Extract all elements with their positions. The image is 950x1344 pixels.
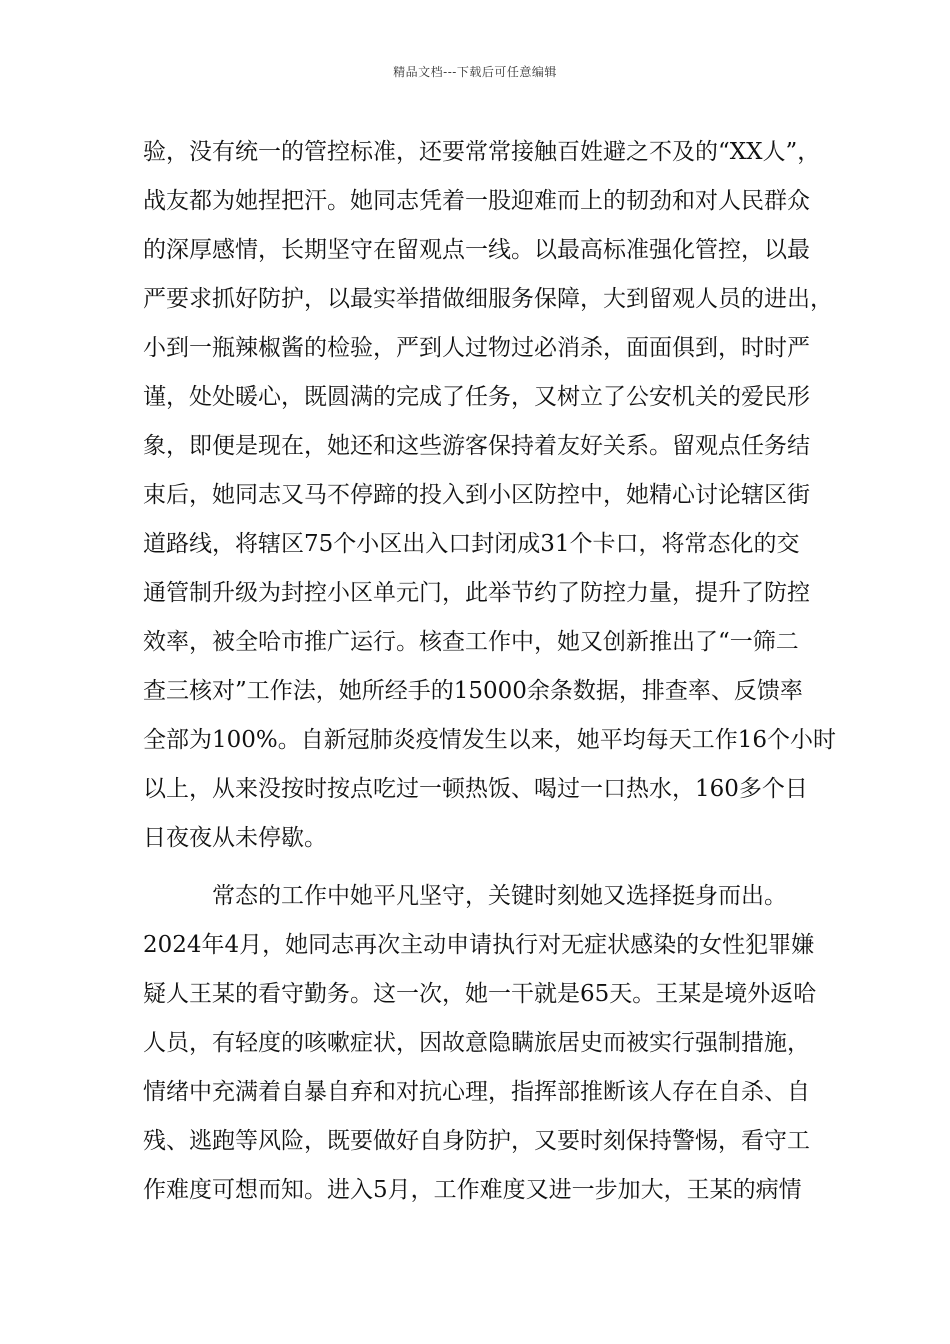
text-line: 验，没有统一的管控标准，还要常常接触百姓避之不及的“XX人”， bbox=[143, 139, 821, 165]
text-line: 查三核对”工作法，她所经手的15000余条数据，排查率、反馈率 bbox=[143, 678, 803, 704]
document-body bbox=[143, 128, 837, 1215]
paragraph bbox=[143, 128, 837, 863]
text-line: 以上，从来没按时按点吃过一顿热饭、喝过一口热水，160多个日 bbox=[143, 776, 808, 802]
text-line: 通管制升级为封控小区单元门，此举节约了防控力量，提升了防控 bbox=[143, 580, 810, 606]
text-line: 的深厚感情，长期坚守在留观点一线。以最高标准强化管控，以最 bbox=[143, 237, 810, 263]
text-line: 作难度可想而知。进入5月，工作难度又进一步加大，王某的病情 bbox=[143, 1177, 802, 1203]
text-line: 效率，被全哈市推广运行。核查工作中，她又创新推出了“一筛二 bbox=[143, 629, 799, 655]
text-line: 日夜夜从未停歇。 bbox=[143, 825, 327, 851]
paragraph-gap bbox=[143, 863, 829, 872]
text-line: 谨，处处暖心，既圆满的完成了任务，又树立了公安机关的爱民形 bbox=[143, 384, 810, 410]
text-line: 情绪中充满着自暴自弃和对抗心理，指挥部推断该人存在自杀、自 bbox=[143, 1079, 810, 1105]
text-line: 道路线，将辖区75个小区出入口封闭成31个卡口，将常态化的交 bbox=[143, 531, 800, 557]
text-line: 常态的工作中她平凡坚守，关键时刻她又选择挺身而出。 bbox=[143, 883, 787, 909]
text-line: 全部为100%。自新冠肺炎疫情发生以来，她平均每天工作16个小时 bbox=[143, 727, 837, 753]
text-line: 疑人王某的看守勤务。这一次，她一干就是65天。王某是境外返哈 bbox=[143, 981, 817, 1007]
text-line: 小到一瓶辣椒酱的检验，严到人过物过必消杀，面面俱到，时时严 bbox=[143, 335, 810, 361]
text-line: 人员，有轻度的咳嗽症状，因故意隐瞒旅居史而被实行强制措施， bbox=[143, 1030, 810, 1056]
text-line: 严要求抓好防护，以最实举措做细服务保障，大到留观人员的进出， bbox=[143, 286, 833, 312]
text-line: 战友都为她捏把汗。她同志凭着一股迎难而上的韧劲和对人民群众 bbox=[143, 188, 810, 214]
text-line: 束后，她同志又马不停蹄的投入到小区防控中，她精心讨论辖区街 bbox=[143, 482, 810, 508]
text-line: 残、逃跑等风险，既要做好自身防护，又要时刻保持警惕，看守工 bbox=[143, 1128, 810, 1154]
page-header: 精品文档---下载后可任意编辑 bbox=[393, 65, 557, 79]
text-line: 象，即便是现在，她还和这些游客保持着友好关系。留观点任务结 bbox=[143, 433, 810, 459]
paragraph bbox=[143, 872, 829, 1215]
text-line: 2024年4月，她同志再次主动申请执行对无症状感染的女性犯罪嫌 bbox=[143, 932, 815, 958]
